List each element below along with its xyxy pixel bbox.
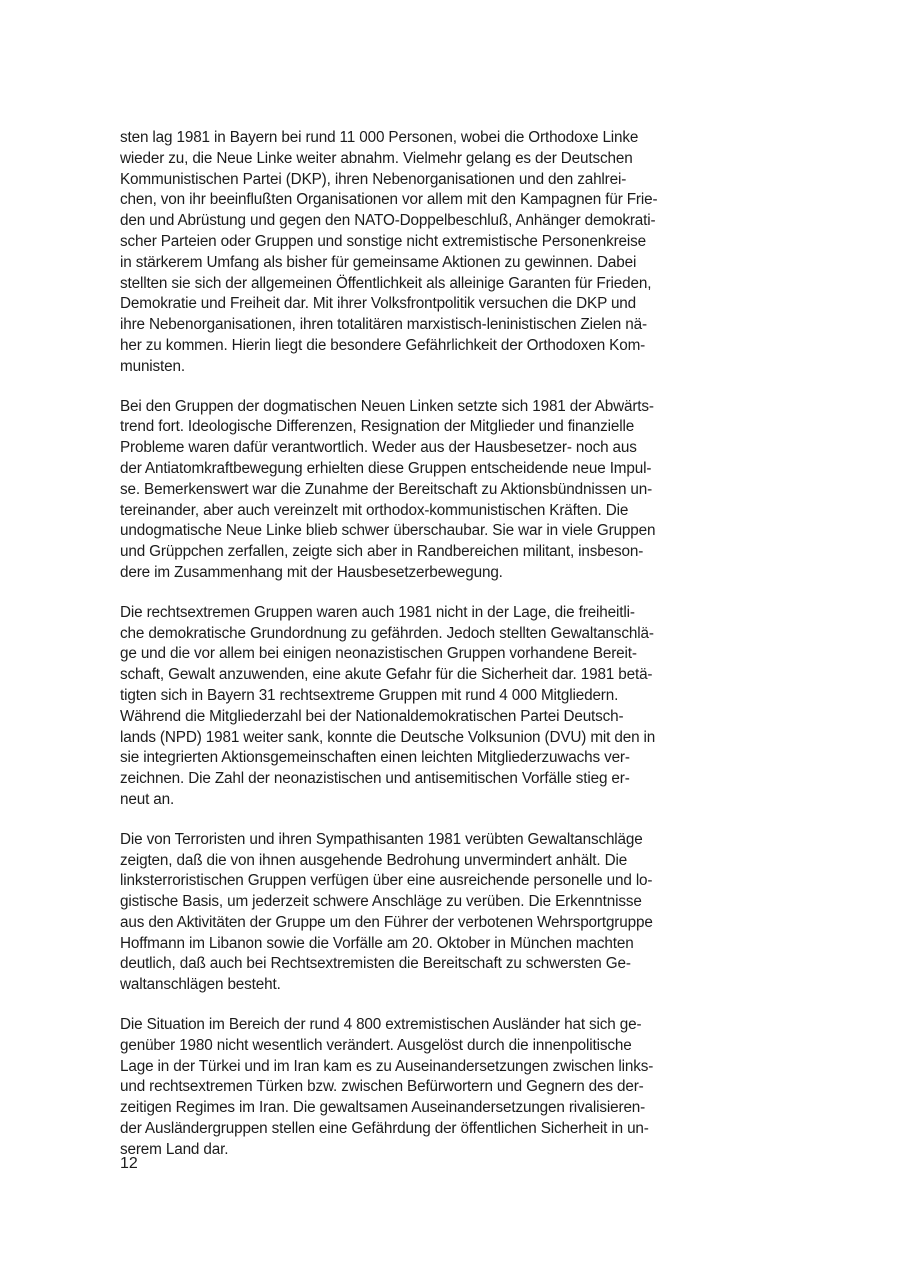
paragraph-5: Die Situation im Bereich der rund 4 800 extremistischen Ausländer hat sich ge- genüber 1980 nicht wesentlich verändert. Ausgelöst durch die innenpolitische Lage in der Türkei und im Iran kam es zu Auseinandersetzungen zwischen links- und rechtsextremen Türken bzw. zwischen Befürwortern und Gegnern des der- zeitigen Regimes im Iran. Die gewaltsamen Auseinandersetzungen rivalisieren- der Ausländergruppen stellen eine Gefährdung der öffentlichen Sicherheit in un- serem Land dar. [120, 1016, 654, 1158]
document-page [120, 128, 753, 1180]
paragraph-4: Die von Terroristen und ihren Sympathisanten 1981 verübten Gewaltanschläge zeigten, daß die von ihnen ausgehende Bedrohung unvermindert anhält. Die linksterroristischen Gruppen verfügen über eine ausreichende personelle und lo- gistische Basis, um jederzeit schwere Anschläge zu verüben. Die Erkenntnisse aus den Aktivitäten der Gruppe um den Führer der verbotenen Wehrsportgruppe Hoffmann im Libanon sowie die Vorfälle am 20. Oktober in München machten deutlich, daß auch bei Rechtsextremisten die Bereitschaft zu schwersten Ge- waltanschlägen besteht. [120, 830, 653, 994]
page-number: 12 [120, 1155, 138, 1172]
paragraph-2: Bei den Gruppen der dogmatischen Neuen Linken setzte sich 1981 der Abwärts- trend fort. Ideologische Differenzen, Resignation der Mitglieder und finanzielle Probleme waren dafür verantwortlich. Weder aus der Hausbesetzer- noch aus der Antiatomkraftbewegung erhielten diese Gruppen entscheidende neue Impul- se. Bemerkenswert war die Zunahme der Bereitschaft zu Aktionsbündnissen un- tereinander, aber auch vereinzelt mit orthodox-kommunistischen Kräften. Die undogmatische Neue Linke blieb schwer überschaubar. Sie war in viele Gruppen und Grüppchen zerfallen, zeigte sich aber in Randbereichen militant, insbeson- dere im Zusammenhang mit der Hausbesetzerbewegung. [120, 397, 656, 581]
paragraph-1: sten lag 1981 in Bayern bei rund 11 000 Personen, wobei die Orthodoxe Linke wieder zu, die Neue Linke weiter abnahm. Vielmehr gelang es der Deutschen Kommunistischen Partei (DKP), ihren Nebenorganisationen und den zahlrei- chen, von ihr beeinflußten Organisationen vor allem mit den Kampagnen für Frie- den und Abrüstung und gegen den NATO-Doppelbeschluß, Anhänger demokrati- scher Parteien oder Gruppen und sonstige nicht extremistische Personenkreise in stärkerem Umfang als bisher für gemeinsame Aktionen zu gewinnen. Dabei stellten sie sich der allgemeinen Öffentlichkeit als alleinige Garanten für Frieden, Demokratie und Freiheit dar. Mit ihrer Volksfrontpolitik versuchen die DKP und ihre Nebenorganisationen, ihren totalitären marxistisch-leninistischen Zielen nä- her zu kommen. Hierin liegt die besondere Gefährlichkeit der Orthodoxen Kom- munisten. [120, 129, 658, 375]
paragraph-3: Die rechtsextremen Gruppen waren auch 1981 nicht in der Lage, die freiheitli- che demokratische Grundordnung zu gefährden. Jedoch stellten Gewaltanschlä- ge und die vor allem bei einigen neonazistischen Gruppen vorhandene Bereit- schaft, Gewalt anzuwenden, eine akute Gefahr für die Sicherheit dar. 1981 betä- tigten sich in Bayern 31 rechtsextreme Gruppen mit rund 4 000 Mitgliedern. Während die Mitgliederzahl bei der Nationaldemokratischen Partei Deutsch- lands (NPD) 1981 weiter sank, konnte die Deutsche Volksunion (DVU) mit den in sie integrierten Aktionsgemeinschaften einen leichten Mitgliederzuwachs ver- zeichnen. Die Zahl der neonazistischen und antisemitischen Vorfälle stieg er- neut an. [120, 603, 656, 808]
